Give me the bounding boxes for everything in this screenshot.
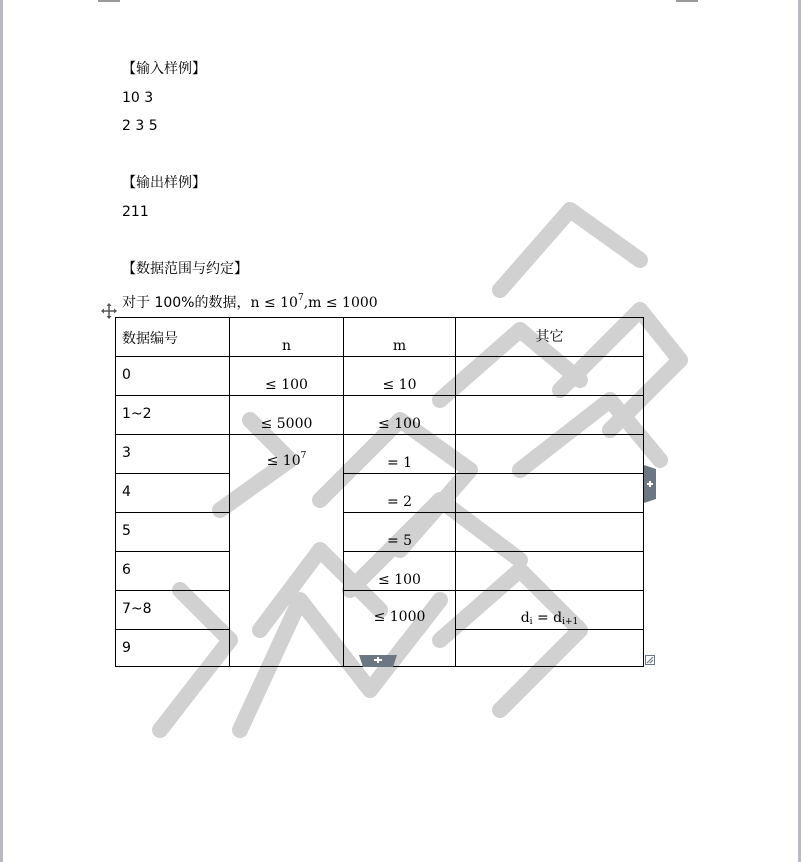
row-id: 6 [116,552,230,591]
table-row [116,435,644,474]
table-row [116,591,644,630]
row-id: 1~2 [116,396,230,435]
sample-input-heading: 【输入样例】 [122,61,206,77]
header-n: n [230,318,344,357]
formula-n-exponent: 7 [297,293,304,303]
add-column-button[interactable] [644,465,656,503]
constraints-heading: 【数据范围与约定】 [122,261,248,277]
cell-other-formula [456,591,644,630]
table-resize-handle[interactable] [645,655,655,665]
constraints-statement [122,289,378,312]
header-other: 其它 [456,318,644,357]
cell-n: ≤ 5000 [230,396,344,435]
header-id: 数据编号 [116,318,230,357]
cell-other [456,435,644,474]
sample-output-line-1: 211 [122,204,149,220]
row-id: 7~8 [116,591,230,630]
table-row [116,513,644,552]
cell-m: ≤ 100 [344,396,456,435]
page-margin-mark-right [676,0,698,2]
cell-n-exponent: 7 [300,451,307,461]
row-id: 4 [116,474,230,513]
table-header-row [116,318,644,357]
formula-rhs-sub: i+1 [562,617,579,627]
cell-m: = 2 [344,474,456,513]
formula-eq: = d [532,610,563,626]
cell-m: ≤ 100 [344,552,456,591]
cell-other [456,396,644,435]
formula-lhs-sub: i [529,617,533,627]
row-id: 9 [116,630,230,667]
cell-m: = 1 [344,435,456,474]
cell-m: = 5 [344,513,456,552]
row-id: 3 [116,435,230,474]
formula-m: ,m ≤ 1000 [303,295,378,311]
formula-n: n ≤ 10 [250,295,298,311]
constraints-table [115,317,644,667]
page-margin-mark-left [98,0,120,2]
cell-n-value: ≤ 10 [266,453,301,469]
page-edge-left [0,0,3,862]
row-id: 0 [116,357,230,396]
cell-other [456,552,644,591]
cell-m-merged: ≤ 1000 [344,591,456,667]
sample-input-line-1: 10 3 [122,90,154,106]
cell-n: ≤ 100 [230,357,344,396]
header-m: m [344,318,456,357]
cell-other [456,357,644,396]
cell-other [456,513,644,552]
row-id: 5 [116,513,230,552]
add-row-button[interactable] [359,655,397,667]
formula-lhs: d [520,610,530,626]
cell-n-merged [230,435,344,667]
sample-input-line-2: 2 3 5 [122,118,158,134]
cell-other [456,474,644,513]
cell-m: ≤ 10 [344,357,456,396]
table-row [116,396,644,435]
sample-output-heading: 【输出样例】 [122,175,206,191]
table-row [116,357,644,396]
table-row [116,474,644,513]
table-row [116,552,644,591]
cell-other [456,630,644,667]
constraints-intro: 对于 100%的数据， [122,295,251,311]
